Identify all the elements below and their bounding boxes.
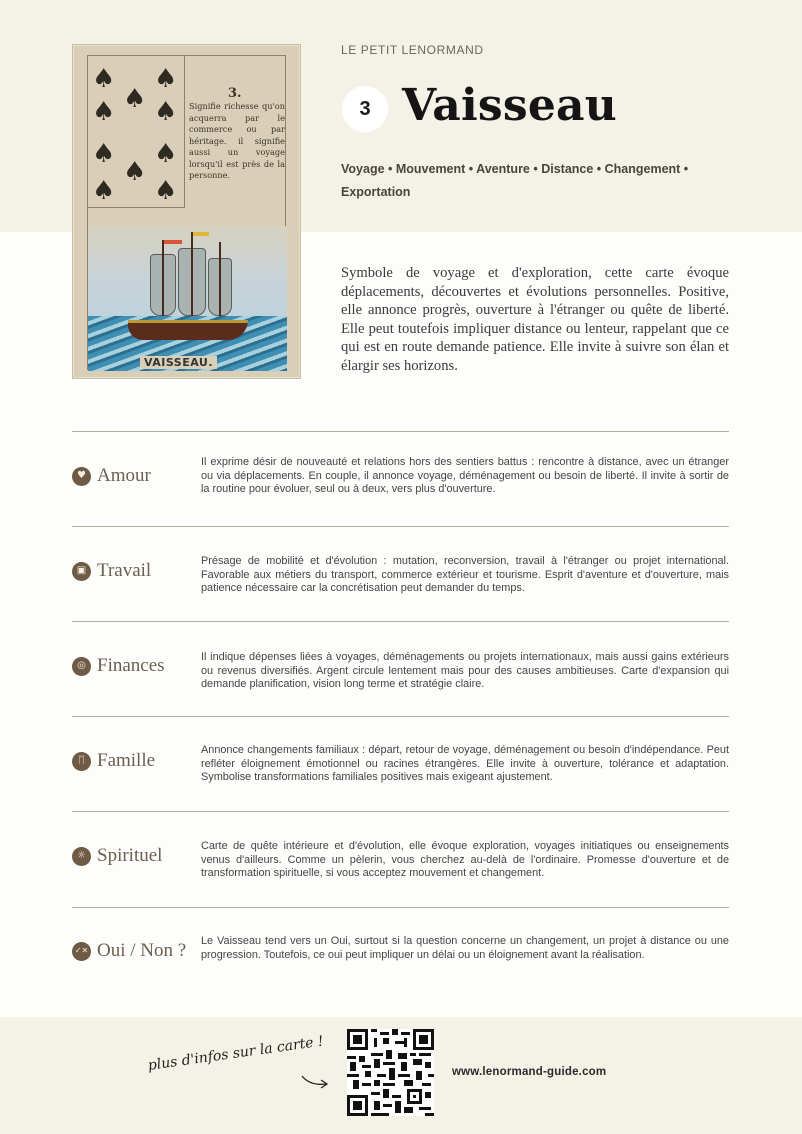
lightbulb-icon: ☼ xyxy=(72,847,91,866)
coins-icon: ◎ xyxy=(72,657,91,676)
section-famille-text: Annonce changements familiaux : départ, retour de voyage, déménagement ou besoin d'indépendance. Peut refléter éloignement émotionnel ou racines étrangères. Elle invite à ouverture, tolérance et adaptation. Symbolise transformations familiales positives mais exigeant ajustement. xyxy=(201,744,729,783)
flag xyxy=(193,232,209,236)
section-spirituel-text: Carte de quête intérieure et d'évolution, elle évoque exploration, voyages initiatiques ou enseignements venus d'ailleurs. Comme un pèlerin, vous cherchez au-delà de l'ordinaire. Promesse d'ouverture et de transformation spirituelle, si vous acceptez mouvement et changement. xyxy=(201,840,729,879)
spade-icon: ♠ xyxy=(154,176,178,206)
section-title: Spirituel xyxy=(97,845,163,866)
card-image-caption: Signifie richesse qu'on acquerra par le commerce ou par héritage. il signifie aussi un voyage lorsqu'il est près de la personne. xyxy=(189,101,285,180)
divider xyxy=(72,811,729,812)
spade-icon: ♠ xyxy=(154,97,178,127)
card-number-badge: 3 xyxy=(342,86,388,132)
spade-icon: ♠ xyxy=(92,64,116,94)
spade-icon: ♠ xyxy=(154,139,178,169)
spade-icon: ♠ xyxy=(123,84,147,114)
spade-icon: ♠ xyxy=(92,139,116,169)
check-cross-icon: ✓✕ xyxy=(72,942,91,961)
spade-icon: ♠ xyxy=(92,176,116,206)
mast xyxy=(191,232,193,322)
spade-icon: ♠ xyxy=(154,64,178,94)
divider xyxy=(72,716,729,717)
divider xyxy=(72,907,729,908)
section-oui-non-heading xyxy=(72,939,186,963)
mast xyxy=(219,242,221,322)
deck-name: LE PETIT LENORMAND xyxy=(341,43,484,57)
card-image xyxy=(72,44,301,379)
section-famille-heading xyxy=(72,749,155,773)
qr-code[interactable] xyxy=(347,1029,434,1116)
section-amour-heading xyxy=(72,464,151,488)
divider xyxy=(72,431,729,432)
card-image-label: VAISSEAU. xyxy=(140,356,217,369)
section-travail-heading xyxy=(72,559,151,583)
mast xyxy=(162,240,164,322)
hull xyxy=(128,320,248,340)
intro-paragraph: Symbole de voyage et d'exploration, cette carte évoque déplacements, découvertes et évolutions personnelles. Positive, elle annonce progrès, ouverture à l'étranger ou quête de liberté. Elle peut toutefois impliquer distance ou lenteur, rappelant que ce qui est en route demande patience. Elle invite à suivre son élan et élargir ses horizons. xyxy=(341,265,729,374)
section-spirituel-heading xyxy=(72,844,162,868)
arrow-icon xyxy=(300,1072,330,1090)
section-title: Finances xyxy=(97,655,165,676)
flag xyxy=(164,240,182,244)
divider xyxy=(72,621,729,622)
ship-illustration xyxy=(88,226,287,371)
section-title: Amour xyxy=(97,465,151,486)
section-title: Famille xyxy=(97,750,156,771)
section-title: Travail xyxy=(97,560,152,581)
card-pips xyxy=(88,56,185,208)
card-frame xyxy=(87,55,286,370)
heart-icon: ♥ xyxy=(72,467,91,486)
briefcase-icon: ▣ xyxy=(72,562,91,581)
website-link[interactable]: www.lenormand-guide.com xyxy=(452,1066,607,1078)
section-title: Oui / Non ? xyxy=(97,940,187,961)
spade-icon: ♠ xyxy=(123,157,147,187)
section-oui-non-text: Le Vaisseau tend vers un Oui, surtout si la question concerne un changement, un projet à distance ou une progression. Toutefois, ce oui peut impliquer un délai ou un éloignement avant la réalisation. xyxy=(201,935,729,961)
section-finances-heading xyxy=(72,654,165,678)
divider xyxy=(72,526,729,527)
card-image-number: 3. xyxy=(228,86,242,101)
spade-icon: ♠ xyxy=(92,97,116,127)
keywords: Voyage • Mouvement • Aventure • Distance • Changement • Exportation xyxy=(341,162,689,199)
section-amour-text: Il exprime désir de nouveauté et relations hors des sentiers battus : rencontre à distance, avec un étranger ou via déplacements. En couple, il annonce voyage, déménagement ou besoin de liberté. Il invite à sortir de la routine pour évoluer, seul ou à deux, vers plus d'ouverture. xyxy=(201,456,729,495)
page-title: Vaisseau xyxy=(402,80,617,131)
section-travail-text: Présage de mobilité et d'évolution : mutation, reconversion, travail à l'étranger ou projet international. Favorable aux métiers du transport, commerce extérieur et tourisme. Esprit d'aventure et d'ouverture, mais patience nécessaire car la concrétisation peut demander du temps. xyxy=(201,555,729,594)
footer-handwritten-note: plus d'infos sur la carte ! xyxy=(146,1033,325,1074)
family-icon: ᛖ xyxy=(72,752,91,771)
section-finances-text: Il indique dépenses liées à voyages, déménagements ou projets internationaux, mais aussi gains extérieurs ou revenus diversifiés. Argent circule lentement mais pour des causes ambitieuses. Carte d'expansion qui demande planification, vision long terme et stratégie claire. xyxy=(201,651,729,690)
